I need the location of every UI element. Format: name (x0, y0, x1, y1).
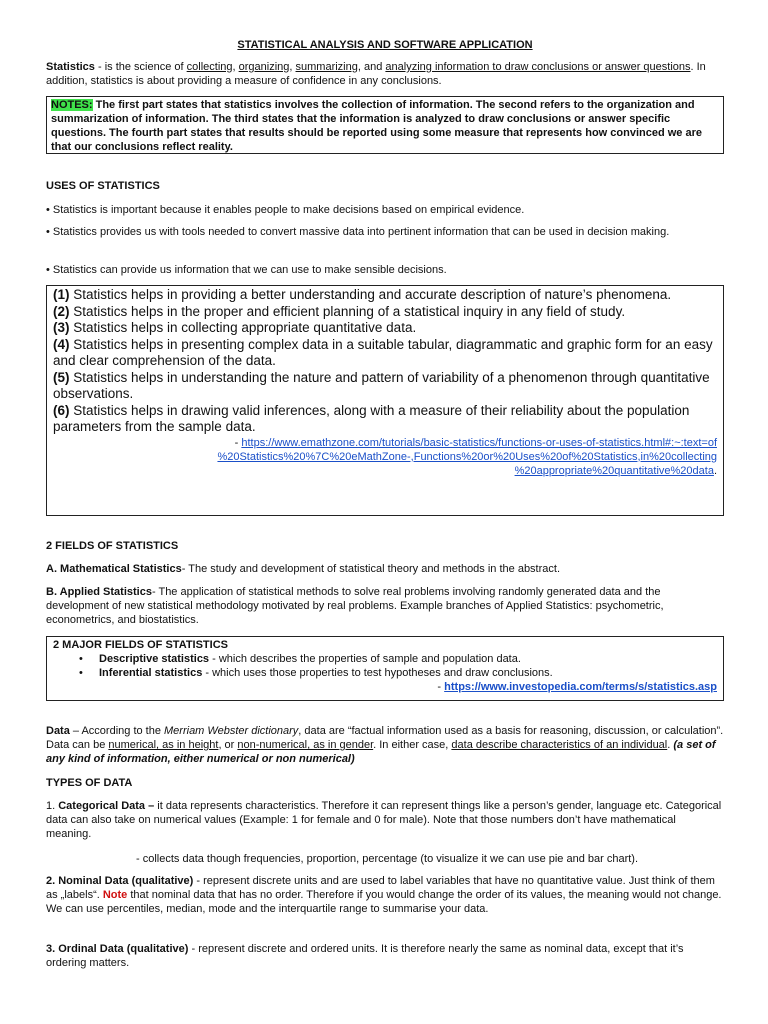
functions-source: - https://www.emathzone.com/tutorials/basic-statistics/functions-or-uses-of-statistics.html#:~:text=of (234, 436, 717, 449)
statistics-definition: Statistics - is the science of collecting, organizing, summarizing, and analyzing information to draw conclusions or answer questions. In addition, statistics is about providing a measure of confidence in any conclusions. (46, 61, 706, 87)
major-fields-heading: 2 MAJOR FIELDS OF STATISTICS (53, 639, 228, 651)
page-title: STATISTICAL ANALYSIS AND SOFTWARE APPLICATION (237, 39, 533, 51)
emathzone-link[interactable]: %20Statistics%20%7C%20eMathZone-,Functions%20or%20Uses%20of%20Statistics,in%20collecting (217, 450, 717, 463)
notes-text: The first part states that statistics involves the collection of information. The second refers to the organization and summarization of information. The third states that the information is analyzed to draw conclusions or answer specific questions. The fourth part states that results should be reported using some measure that represents how convinced we are that our conclusions reflect reality. (51, 99, 702, 153)
major-fields-box (46, 636, 724, 701)
types-heading: TYPES OF DATA (46, 777, 133, 789)
uses-bullet: • Statistics is important because it enables people to make decisions based on empirical evidence. (46, 204, 525, 216)
categorical-note: - collects data though frequencies, proportion, percentage (to visualize it we can use pie and bar chart). (136, 853, 639, 865)
notes-box (46, 96, 724, 154)
major-field-item: • Inferential statistics - which uses those properties to test hypotheses and draw conclusions. (53, 666, 717, 680)
statistics-term: Statistics (46, 61, 95, 73)
functions-box: (1) Statistics helps in providing a better understanding and accurate description of nature’s phenomena. (2) Statistics helps in the proper and efficient planning of a statistical inquiry in any field of study. (3) Statistics helps in collecting appropriate quantitative data. (4) Statistics helps in presenting complex data in a suitable tabular, diagrammatic and graphic form for an easy and clear comprehension of the data. (5) Statistics helps in understanding the nature and pattern of variability of a phenomenon through quantitative observations. (6) Statistics helps in drawing valid inferences, along with a measure of their reliability about the population parameters from the sample data. - https://www.emathzone.com/tutorials/basic-statistics/functions-or-uses-of-statistics.html#:~:text=of %20Statistics%20%7C%20eMathZone-,Functions%20or%20Uses%20of%20Statistics,in%20collecting %20appropriate%20quantitative%20data. (46, 285, 724, 516)
function-item: (1) Statistics helps in providing a better understanding and accurate description of nature’s phenomena. (53, 287, 672, 302)
fields-heading: 2 FIELDS OF STATISTICS (46, 540, 179, 552)
notes-tag: NOTES: (51, 99, 93, 111)
nominal-data: 2. Nominal Data (qualitative) - represent discrete units and are used to label variables that have no quantitative value. Just think of them as „labels“. Note that nominal data that has no order. Therefore if you would change the order of its values, the meaning would not change. We can use percentiles, median, mode and the interquartile range to summarise your data. (46, 875, 722, 915)
function-item: (3) Statistics helps in collecting appropriate quantitative data. (53, 320, 417, 335)
emathzone-link[interactable]: https://www.emathzone.com/tutorials/basic-statistics/functions-or-uses-of-statistics.html#:~:text=of (241, 436, 717, 449)
uses-bullet: • Statistics can provide us information that we can use to make sensible decisions. (46, 264, 447, 276)
uses-heading: USES OF STATISTICS (46, 180, 160, 192)
categorical-data: 1. Categorical Data – it data represents characteristics. Therefore it can represent things like a person’s gender, language etc. Categorical data can also take on numerical values (Example: 1 for female and 0 for male). Note that those numbers don’t have mathematical meaning. (46, 800, 722, 840)
function-item: (6) Statistics helps in drawing valid inferences, along with a measure of their reliability about the population parameters from the sample data. (53, 402, 690, 434)
mathematical-statistics: A. Mathematical Statistics- The study and development of statistical theory and methods in the abstract. (46, 563, 561, 575)
major-source: - https://www.investopedia.com/terms/s/statistics.asp (437, 681, 717, 693)
ordinal-data: 3. Ordinal Data (qualitative) - represent discrete and ordered units. It is therefore nearly the same as nominal data, except that it’s ordering matters. (46, 943, 684, 969)
major-field-item: • Descriptive statistics - which describes the properties of sample and population data. (53, 652, 717, 666)
data-definition: Data – According to the Merriam Webster dictionary, data are “factual information used as a basis for reasoning, discussion, or calculation”. Data can be numerical, as in height, or non-numerical, as in gender. In either case, data describe characteristics of an individual. (a set of any kind of information, either numerical or non numerical) (46, 725, 724, 765)
function-item: (2) Statistics helps in the proper and efficient planning of a statistical inquiry in any field of study. (53, 303, 626, 319)
emathzone-link[interactable]: %20appropriate%20quantitative%20data (514, 464, 714, 477)
investopedia-link[interactable]: https://www.investopedia.com/terms/s/statistics.asp (444, 681, 717, 693)
function-item: (5) Statistics helps in understanding the nature and pattern of variability of a phenomenon through quantitative observations. (53, 369, 710, 401)
uses-bullet: • Statistics provides us with tools needed to convert massive data into pertinent information that can be used in decision making. (46, 226, 670, 238)
applied-statistics: B. Applied Statistics- The application of statistical methods to solve real problems involving randomly generated data and the development of new statistical methodology motivated by real problems. Example branches of Applied Statistics: psychometric, econometrics, and biostatistics. (46, 586, 664, 626)
function-item: (4) Statistics helps in presenting complex data in a suitable tabular, diagrammatic and graphic form for an easy and clear comprehension of the data. (53, 336, 713, 368)
